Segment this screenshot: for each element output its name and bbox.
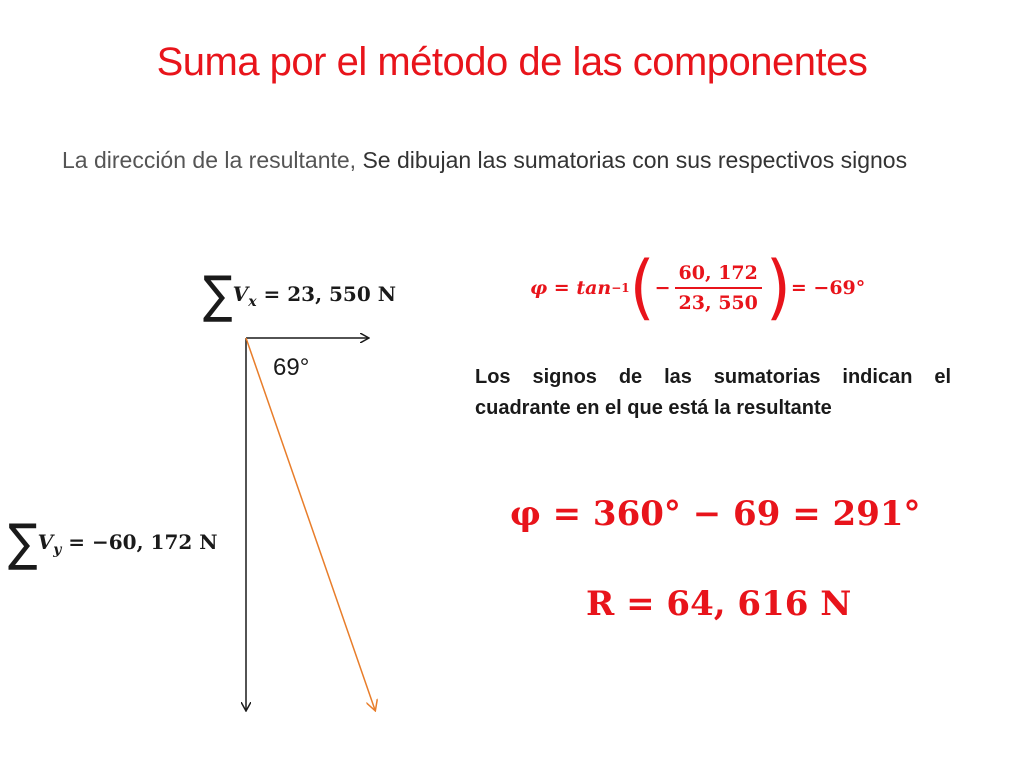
vx-equation bbox=[203, 266, 396, 325]
phi-result: = −69° bbox=[790, 277, 866, 299]
sigma-icon: ∑ bbox=[203, 266, 233, 325]
resultant-arrow bbox=[246, 338, 375, 710]
vx-symbol: V bbox=[232, 282, 249, 306]
left-paren: ( bbox=[629, 247, 655, 329]
vy-value: = −60, 172 N bbox=[61, 530, 218, 554]
quadrant-note bbox=[475, 362, 951, 424]
sigma-icon: ∑ bbox=[8, 514, 38, 573]
phi-exponent: −1 bbox=[611, 281, 630, 295]
slide-title: Suma por el método de las componentes bbox=[156, 40, 868, 84]
phi-minus: − bbox=[654, 277, 671, 299]
phi-numerator: 60, 172 bbox=[675, 262, 762, 289]
vy-equation bbox=[8, 514, 218, 573]
intro-rest: Se dibujan las sumatorias con sus respectivos signos bbox=[356, 147, 908, 173]
vy-subscript: y bbox=[53, 542, 62, 558]
intro-lead: La dirección de la resultante, bbox=[62, 147, 357, 173]
phi-denominator: 23, 550 bbox=[678, 292, 758, 314]
right-paren: ) bbox=[765, 247, 791, 329]
note-line1: Los signos de las sumatorias indican el bbox=[475, 366, 951, 388]
angle-label: 69° bbox=[273, 354, 310, 381]
phi-lhs: φ = tan bbox=[530, 277, 612, 299]
phi-fraction bbox=[675, 262, 762, 314]
vx-subscript: x bbox=[248, 294, 257, 310]
phi-final-equation: φ = 360° − 69 = 291° bbox=[510, 494, 921, 534]
phi-arctan-equation bbox=[530, 247, 866, 329]
vy-symbol: V bbox=[37, 530, 54, 554]
resultant-equation: R = 64, 616 N bbox=[586, 584, 852, 624]
vx-value: = 23, 550 N bbox=[256, 282, 396, 306]
note-line2: cuadrante en el que está la resultante bbox=[475, 397, 832, 419]
